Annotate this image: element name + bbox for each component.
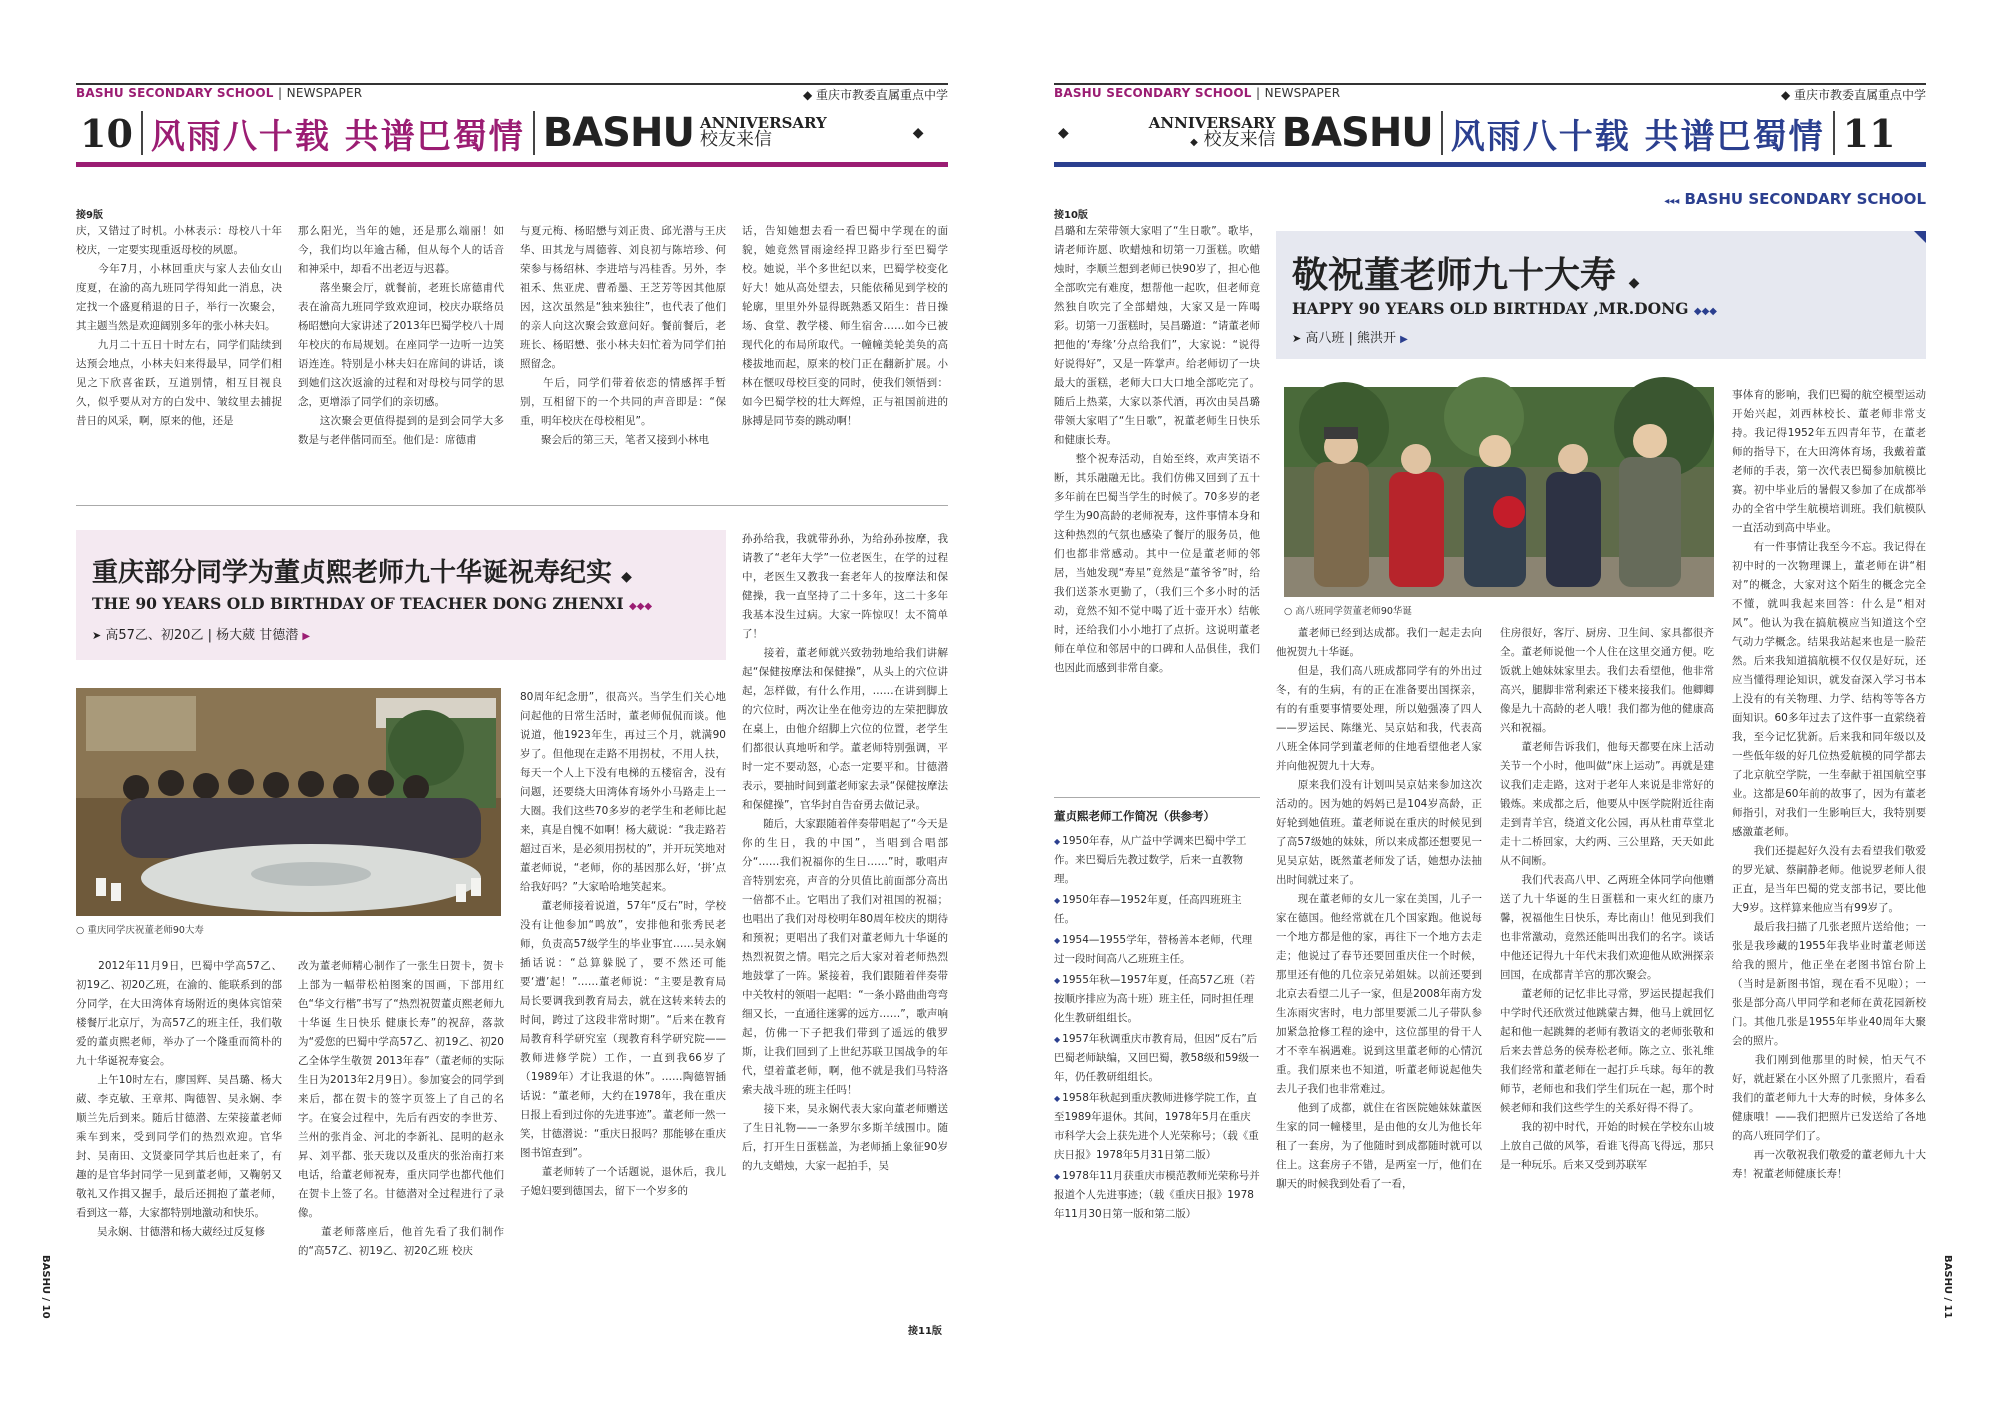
caption-text: 高八班同学贺董老师90华诞 (1295, 606, 1412, 617)
feature-title-text: 敬祝董老师九十大寿 (1292, 255, 1617, 296)
tagline-text: 重庆市教委直属重点中学 (815, 88, 948, 102)
brand-sep: | (1256, 86, 1261, 100)
feature-title-text: 重庆部分同学为董贞熙老师九十华诞祝寿纪实 (92, 558, 613, 588)
feature-english-title (92, 594, 652, 613)
feature-title (1292, 247, 1639, 298)
feature-header (1276, 231, 1926, 359)
feature-byline (92, 624, 310, 643)
corner-accent (1914, 231, 1926, 243)
bio-text: 1954—1955学年，替杨善本老师，代理过一段时间高八乙班班主任。 (1054, 934, 1253, 965)
anniversary-text: ANNIVERSARY (1148, 113, 1276, 132)
bullet-icon: ◆ (1054, 976, 1061, 985)
masthead (80, 107, 924, 159)
top-rule (76, 83, 948, 85)
bio-item (1054, 832, 1260, 889)
diamond-icon: ◆ (1628, 275, 1640, 291)
chevron-icon: ➤ (92, 629, 102, 642)
page-number: 11 (1842, 110, 1896, 156)
bullet-icon: ◆ (1054, 1035, 1061, 1044)
text-column: 2012年11月9日，巴蜀中学高57乙、初19乙、初20乙班，在渝的、能联系到的部分同学，在大田湾体育场附近的奥体宾馆荣楼餐厅北京厅，为高57乙的班主任，我们敬爱的董贞熙老师，举办了一个隆重而简朴的九十华诞祝寿宴会。 上午10时左右，廖国辉、吴昌璐、杨大葳、李克敏、王章邦、陶德智、吴永娴、李顺兰先后到来。随后甘德潜、左荣接董老师乘车到来，受到同学们的热烈欢迎。官华封、吴南田、文贤豪同学其后也赶来了，有趣的是官华封同学一见到董老师，又鞠躬又敬礼又作揖又握手，最后还拥抱了董老师，看到这一幕，大家都特别地激动和快乐。 吴永娴、甘德潜和杨大葳经过反复修 (76, 960, 282, 1238)
bio-text: 1978年11月获重庆市模范教师光荣称号并报道个人先进事迹；（载《重庆日报》1978年11月30日第一版和第二版） (1054, 1170, 1260, 1220)
text-column: 那么阳光，当年的她，还是那么端丽！如今，我们均以年逾古稀，但从每个人的话音和神采中，却看不出老迈与迟暮。 落坐聚会厅，就餐前，老班长席德甫代表在渝高九班同学致欢迎词，校庆办联络员杨昭懋向大家讲述了2013年巴蜀学校八十周年校庆的布局规划。在座同学一边听一边笑语连连。特别是小林夫妇在席间的讲话，谈到她们这次返渝的过程和对母校与同学的思念，更增添了同学们的亲切感。 这次聚会更值得提到的是到会同学大多数是与老伴偕同而至。他们是：席德甫 (298, 225, 504, 446)
brand-school: BASHU (1054, 86, 1102, 100)
bio-item (1054, 971, 1260, 1028)
byline-text: 高57乙、初20乙 | 杨大葳 甘德潜 (105, 628, 299, 643)
brand-paper: NEWSPAPER (1264, 86, 1341, 100)
bio-text: 1958年秋起到重庆教师进修学院工作，直至1989年退休。其间，1978年5月在重庆市科学大会上获先进个人光荣称号；（载《重庆日报》1978年5月31日第二版） (1054, 1092, 1259, 1161)
tagline: ◆ 重庆市教委直属重点中学 (1780, 88, 1926, 102)
byline-text: 高八班 | 熊洪开 (1305, 331, 1397, 346)
section-text: 校友来信 (699, 129, 772, 151)
brand (76, 86, 362, 100)
brand-school2: SECONDARY SCHOOL (128, 86, 274, 100)
text-column: 庆，又错过了时机。小林表示：母校八十年校庆，一定要实现重返母校的夙愿。 今年7月，小林回重庆与家人去仙女山度夏，在渝的高九班同学得知此一消息，决定找一个盛夏稍退的日子，举行一次聚会，其主题当然是欢迎阔别多年的张小林夫妇。 九月二十五日十时左右，同学们陆续到达预会地点，小林夫妇来得最早，同学们相见之下欣喜雀跃，互道别情，相互目视良久，似乎要从对方的白发中、皱纹里去捕捉昔日的风采，啊，原来的他，还是 (76, 225, 282, 427)
anniversary-text: ANNIVERSARY (699, 113, 827, 132)
side-label: BASHU / 10 (40, 1255, 51, 1319)
bio-text: 1957年秋调重庆市教育局，但因“反右”后巴蜀老师缺编，又回巴蜀，教58级和59级一年，仍任教研组组长。 (1054, 1033, 1260, 1083)
feature-english-text: HAPPY 90 YEARS OLD BIRTHDAY ,MR.DONG (1292, 299, 1689, 318)
diamond-icon: ◆ (1058, 125, 1069, 141)
group-photo (1284, 387, 1714, 597)
bullet-icon: ◆ (1054, 1172, 1061, 1181)
bio-text: 1950年春，从广益中学调来巴蜀中学工作。来巴蜀后先教过数学，后来一直教物理。 (1054, 835, 1247, 885)
dots-icon: ◆◆◆ (1693, 306, 1717, 317)
bullet-icon: ◆ (1054, 837, 1061, 846)
text-column: 与夏元梅、杨昭懋与刘正贵、邱光潜与王庆华、田其龙与周德蓉、刘良初与陈培珍、何荣参与杨绍林、李进培与冯桂香。另外，李祖禾、焦亚虎、曹希墨、王芝芳等因其他原因，这次虽然是“独来独往”，也代表了他们的亲人向这次聚会致意问好。餐前餐后，老班长、杨昭懋、张小林夫妇忙着为同学们拍照留念。 午后，同学们带着依恋的情感挥手暂别，互相留下的一个共同的声音即是：“保重，明年校庆在母校相见”。 聚会后的第三天，笔者又接到小林电 (520, 225, 726, 446)
masthead-title: 风雨八十载 共谱巴蜀情 (150, 116, 525, 157)
diamond-icon: ◆ (621, 569, 632, 585)
brand-school: BASHU (76, 86, 124, 100)
bio-item (1054, 1167, 1260, 1224)
feature-title (92, 552, 632, 589)
chevron-left-icon: ◂◂◂ (1664, 196, 1680, 207)
bashu-logo: BASHU (1281, 110, 1433, 156)
brand-paper: NEWSPAPER (286, 86, 363, 100)
feature-english-title (1292, 299, 1717, 318)
photo-illustration (76, 688, 501, 916)
masthead-bar (1054, 162, 1926, 167)
school-banner-text: BASHU SECONDARY SCHOOL (1684, 190, 1926, 208)
feature-header (76, 530, 726, 660)
side-label: BASHU / 11 (1942, 1255, 1953, 1319)
brand-school2: SECONDARY SCHOOL (1106, 86, 1252, 100)
bio-text: 1955年秋—1957年夏，任高57乙班（若按顺序排应为高十班）班主任，同时担任理化生教研组组长。 (1054, 974, 1255, 1024)
bashu-logo: BASHU (542, 110, 694, 156)
bio-item (1054, 1089, 1260, 1165)
caption-text: 重庆同学庆祝董老师90大寿 (87, 925, 204, 936)
bio-title: 董贞熙老师工作简况（供参考） (1054, 809, 1215, 823)
tagline: ◆ 重庆市教委直属重点中学 (802, 88, 948, 102)
arrow-icon: ▶ (302, 631, 311, 642)
anniversary-block (699, 113, 827, 151)
bio-text: 1950年春—1952年夏，任高四班班主任。 (1054, 894, 1242, 925)
photo-caption: ○ 高八班同学贺董老师90华诞 (1284, 606, 1412, 617)
divider (1833, 111, 1835, 155)
bio-item (1054, 891, 1260, 929)
bio-list (1054, 832, 1260, 1226)
brand-sep: | (278, 86, 283, 100)
bullet-icon: ◆ (1054, 896, 1061, 905)
text-column: 孙孙给我，我就带孙孙，为给孙孙按摩，我请教了“老年大学”一位老医生，在学的过程中，老医生又教我一套老年人的按摩法和保健操，我一直坚持了二十多年，这二十多年我基本没生过病。大家一阵惊叹！太不简单了！ 接着，董老师就兴致勃勃地给我们讲解起“保健按摩法和保健操”，从头上的穴位讲起，怎样做，有什么作用，……在讲到脚上的穴位时，两次让坐在他旁边的左荣把脚放在桌上，由他介绍脚上穴位的位置，老学生们都很认真地听和学。董老师特别强调，平时一定不要动怒，心态一定要平和。甘德潜表示，要抽时间到董老师家去录“保健按摩法和保健操”，官华封自告奋勇去做记录。 随后，大家跟随着伴奏带唱起了“今天是你的生日，我的中国”，当唱到合唱部分“……我们祝福你的生日……”时，歌唱声音特别宏亮，声音的分贝值比前面部分高出一倍都不止。它唱出了我们对祖国的祝福；也唱出了我们对母校明年80周年校庆的期待和预祝；更唱出了我们对董老师九十华诞的热烈祝贺之情。唱完之后大家对着老师热烈地鼓掌了一阵。紧接着，我们跟随着伴奏带中关牧村的领唱一起唱：“一条小路曲曲弯弯细又长，一直通往迷雾的远方……”，歌声响起，仿佛一下子把我们带到了遥远的俄罗斯，让我们回到了上世纪苏联卫国战争的年代，望着董老师，啊，他不就是我们马特洛索夫战斗班的班主任吗！ 接下来，吴永娴代表大家向董老师赠送了生日礼物——一条罗尔多斯羊绒围巾。随后，打开生日蛋糕盖，为老师插上象征90岁的九支蜡烛，大家一起拍手，吴 (742, 533, 948, 1172)
separator (76, 505, 948, 506)
section-text: 校友来信 (1203, 129, 1276, 151)
group-photo (76, 688, 501, 916)
masthead-title: 风雨八十载 共谱巴蜀情 (1450, 116, 1825, 157)
diamond-icon: ◆ (912, 125, 924, 141)
divider (1441, 111, 1443, 155)
bullet-icon: ◆ (1054, 1094, 1061, 1103)
bio-item (1054, 931, 1260, 969)
dots-icon: ◆◆◆ (629, 601, 653, 612)
continued-to: 接11版 (908, 1326, 942, 1337)
text-column: 董老师已经到达成都。我们一起走去向他祝贺九十华诞。 但是，我们高八班成都同学有的外出过冬，有的生病，有的正在准备要出国探亲，有的有重要事情要处理，所以勉强凑了四人——罗运民、陈继光、吴京姑和我，代表高八班全体同学到董老师的住地看望他老人家并向他祝贺九十大寿。 原来我们没有计划叫吴京姑来参加这次活动的。因为她的妈妈已是104岁高龄，正好轮到她值班。董老师说在重庆的时候见到了高57级她的妹妹，所以来成都还想要见一见吴京姑，既然董老师发了话，她想办法抽出时间就过来了。 现在董老师的女儿一家在美国，儿子一家在德国。他经常就在几个国家跑。他说每一个地方都是他的家，再往下一个地方去走走；他说过了春节还要回重庆住一个时候，那里还有他的几位亲兄弟姐妹。以前还要到北京去看望二儿子一家，但是2008年南方发生冻雨灾害时，电力部里要派二儿子带队参加紧急抢修工程的途中，这位部里的骨干人才不幸车祸遇难。说到这里董老师的心情沉重。我们原来也不知道，听董老师说起他失去儿子我们也非常难过。 他到了成都，就住在省医院她妹妹董医生家的同一幢楼里，是由他的女儿为他长年租了一套房，为了他随时到成都随时就可以住上。这套房子不错，是两室一厅，他们在聊天的时候我到处看了一看， (1276, 627, 1482, 1190)
top-rule (1054, 83, 1926, 85)
page-number: 10 (80, 110, 133, 156)
text-column: 昌璐和左荣带领大家唱了“生日歌”。歌毕，请老师许愿、吹蜡烛和切第一刀蛋糕。吹蜡烛时，李顺兰想到老师已快90岁了，担心他全部吹完有难度，想帮他一起吹，但老师竟然独自吹完了全部蜡烛，大家又是一阵喝彩。切第一刀蛋糕时，吴昌璐道：“请董老师把他的‘寿缘’分点给我们”，大家说：“说得好说得好”，又是一阵掌声。给老师切了一块最大的蛋糕，老师大口大口地全部吃完了。随后上热菜，大家以茶代酒，再次由吴昌璐带领大家唱了“生日歌”，祝董老师生日快乐和健康长寿。 整个祝寿活动，自始至终，欢声笑语不断，其乐融融无比。我们仿佛又回到了五十多年前在巴蜀当学生的时候了。70多岁的老学生为90高龄的老师祝寿，这件事情本身和这种热烈的气氛也感染了餐厅的服务员，他们也都非常感动。其中一位是董老师的邻居，当她发现“寿星”竟然是“董爷爷”时，给我们送茶水更勤了，（我们三个多小时的活动，竟然不知不觉中喝了近十壶开水）结帐时，还给我们小小地打了点折。这说明董老师在单位和邻居中的口碑和人品俱佳，我们也因此而感到非常自豪。 (1054, 225, 1260, 674)
arrow-icon: ▶ (1400, 334, 1408, 345)
anniversary-block (1148, 113, 1276, 151)
tagline-text: 重庆市教委直属重点中学 (1793, 88, 1926, 102)
bio-item (1054, 1030, 1260, 1087)
text-column: 事体育的影响，我们巴蜀的航空模型运动开始兴起，刘西林校长、董老师非常支持。我记得1952年五四青年节，在董老师的指导下，在大田湾体育场，我戴着董老师的手表，第一次代表巴蜀参加航模比赛。初中毕业后的暑假又参加了在成都举办的全省中学生航模培训班。我们航模队一直活动到高中毕业。 有一件事情让我至今不忘。我记得在初中时的一次物理课上，董老师在讲“相对”的概念，大家对这个陌生的概念完全不懂，就叫我起来回答：什么是“相对风”。他认为我在搞航模应当知道这个空气动力学概念。结果我站起来也是一脸茫然。后来我知道搞航模不仅仅是好玩，还应当懂得理论知识，就发奋深入学习书本上没有的有关物理、力学、结构等等各方面知识。60多年过去了这件事一直萦绕着我，至今记忆犹新。后来我和同年级以及一些低年级的好几位热爱航模的同学都去了北京航空学院，一生奉献于祖国航空事业。这都是60年前的故事了，因为有董老师指引，对我们一生影响巨大，我特别要感激董老师。 我们还提起好久没有去看望我们敬爱的罗光斌、蔡嗣静老师。他说罗老师人很正直，是当年巴蜀的党支部书记，要比他大9岁。这样算来他应当有99岁了。 最后我扫描了几张老照片送给他；一张是我珍藏的1955年我毕业时董老师送给我的照片，他正坐在老图书馆台阶上（当时是新图书馆，现在看不见啦）；一张是部分高八甲同学和老师在黄花园新校门。其他几张是1955年毕业40周年大聚会的照片。 我们刚到他那里的时候，怕天气不好，就赶紧在小区外照了几张照片，看看我们的董老师九十大寿的时候，身体多么健康哦！——我们把照片已发送给了各地的高八班同学们了。 再一次敬祝我们敬爱的董老师九十大寿！祝董老师健康长寿！ (1732, 389, 1926, 1180)
masthead-bar (76, 162, 948, 167)
diamond-icon: ◆ (1190, 137, 1198, 149)
continued-from: 接9版 (76, 210, 103, 221)
school-banner (1664, 190, 1926, 208)
photo-illustration (1284, 387, 1714, 597)
text-column: 话，告知她想去看一看巴蜀中学现在的面貌，她竟然冒雨途经捍卫路步行至巴蜀学校。她说，半个多世纪以来，巴蜀学校变化好大！她从高处望去，只能依稀见到学校的轮廓，里里外外显得既熟悉又陌生：昔日操场、食堂、教学楼、师生宿舍……如今已被现代化的布局所取代。一幢幢美轮美奂的高楼拔地而起，原来的校门正在翻新扩展。小林在惬叹母校巨变的同时，使我们领悟到：如今巴蜀学校的壮大辉煌，正与祖国前进的脉搏是同节奏的跳动啊！ (742, 225, 948, 427)
right-page (1000, 0, 2000, 1406)
feature-byline (1292, 327, 1408, 346)
masthead (1058, 107, 1896, 159)
divider (141, 111, 143, 155)
divider (533, 111, 535, 155)
text-column: 住房很好，客厅、厨房、卫生间、家具都很齐全。董老师说他一个人住在这里交通方便。吃饭就上她妹妹家里去。我们去看望他，他非常高兴，腿脚非常利索还下楼来接我们。他卿卿像是九十高龄的老人哦！我们都为他的健康高兴和祝福。 董老师告诉我们，他每天都要在床上活动关节一个小时，他叫做“床上运动”。再就是建议我们走走路，这对于老年人来说是非常好的锻炼。来成都之后，他要从中医学院附近往南走到青羊宫，绕道文化公园，再从杜甫草堂北走十二桥回家，大约两、三公里路，天天如此从不间断。 我们代表高八甲、乙两班全体同学向他赠送了九十华诞的生日蛋糕和一束火红的康乃馨，祝福他生日快乐，寿比南山！他见到我们也非常激动，竟然还能叫出我们的名字。谈话中他还记得九十年代末我们欢迎他从欧洲探亲回国，在成都青羊宫的那次聚会。 董老师的记忆非比寻常，罗运民提起我们中学时代还欣赏过他跳蒙古舞，他马上就回忆起和他一起跳舞的老师有教语文的老师张敬和后来去普总务的侯寿松老师。陈之立、张礼维我们经常和董老师在一起打乒乓球。每年的教师节，老师也和我们学生们玩在一起，那个时候老师和我们这些学生的关系好得不得了。 我的初中时代，开始的时候在学校东山坡上放自己做的风筝，看谁飞得高飞得远，那只是一种玩乐。后来又受到苏联军 (1500, 627, 1714, 1171)
continued-from: 接10版 (1054, 210, 1088, 221)
text-column: 改为董老师精心制作了一张生日贺卡，贺卡上部为一幅带松柏图案的国画，下部用红色“华文行楷”书写了“热烈祝贺董贞熙老师九十华诞 生日快乐 健康长寿”的祝辞，落款为“爱您的巴蜀中学高57乙、初19乙、初20乙全体学生敬贺 2013年春”（董老师的实际生日为2013年2月9日）。参加宴会的同学到来后，都在贺卡的签字页签上了自己的名字。在宴会过程中，先后有西安的李世芳、兰州的张肖金、河北的李新礼、昆明的赵永昇、刘平都、张天珑以及重庆的张治南打来电话，给董老师祝寿，重庆同学也都代他们在贺卡上签了名。甘德潜对全过程进行了录像。 董老师落座后，他首先看了我们制作的“高57乙、初19乙、初20乙班 校庆 (298, 960, 504, 1257)
text-column: 80周年纪念册”，很高兴。当学生们关心地问起他的日常生活时，董老师侃侃而谈。他说道，他1923年生，再过三个月，就满90岁了。但他现在走路不用拐杖，不用人扶，每天一个人上下没有电梯的五楼宿舍，没有问题，还要绕大田湾体育场外小马路走上一大圈。我们这些70多岁的老学生和老师比起来，真是自愧不如啊！杨大葳说：“我走路若超过百米，是必须用拐杖的”，并开玩笑地对董老师说，“老师，你的基因那么好，‘拼’点给我好吗？”大家哈哈地笑起来。 董老师接着说道，57年“反右”时，学校没有让他参加“鸣放”，安排他和张秀民老师，负责高57级学生的毕业事宜……吴永娴插话说：“总算躲脱了，要不然还可能要‘遭’起！”……董老师说：“主要是教育局局长要调我到教育局去，就在这转来转去的时间，跨过了这段非常时期”。“后来在教育局教育科学研究室（现教育科学研究院——教师进修学院）工作，一直到我66岁了（1989年）才让我退的休”。……陶德智插话说：“董老师，大约在1978年，我在重庆日报上看到过你的先进事迹”。董老师一然一笑，甘德潜说：“重庆日报吗？那能够在重庆图书馆查到”。 董老师转了一个话题说，退休后，我儿子媳妇要到德国去，留下一个岁多的 (520, 691, 726, 1197)
separator (1054, 797, 1260, 798)
brand (1054, 86, 1340, 100)
chevron-icon: ➤ (1292, 332, 1302, 345)
section-line (1190, 131, 1275, 150)
photo-caption: ○ 重庆同学庆祝董老师90大寿 (76, 925, 204, 936)
bullet-icon: ◆ (1054, 936, 1061, 945)
feature-english-text: THE 90 YEARS OLD BIRTHDAY OF TEACHER DONG ZHENXI (92, 594, 624, 613)
